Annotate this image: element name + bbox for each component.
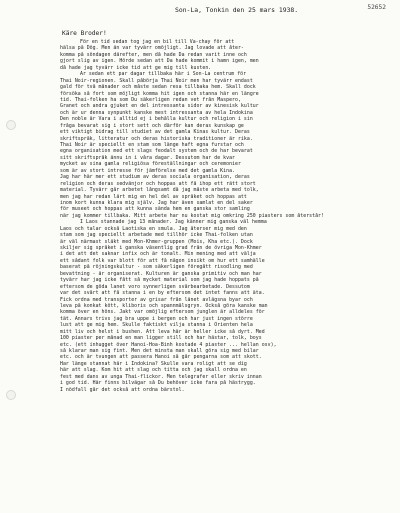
document-number: 52652 [367,4,386,11]
letter-line: Har länge stannat här i Indokina? Skulle vara roligt att se dig [60,360,247,367]
letter-body [60,39,395,393]
letter-line: lust att ge mig hem. Skulle faktiskt vilja stanna i Orienten hela [60,322,253,329]
letter-line: egna organisation med ett slags feodalt system och de har bevarat [60,148,253,155]
letter-line: fest med dans av unga Thai-flickor. Men telegrafer eller skriv innan [60,373,262,380]
letter-line: ett sådant folk var blott för att få någon insikt om hur ett samhälle [60,257,265,264]
letter-line: bevattning - är organiserat. Kulturen är ganska primitiv och man har [60,270,262,277]
punch-hole [6,390,16,400]
letter-line: här att slag. Kom hit att slag och titta och jag skall ordna en [60,367,247,374]
letter-line: Jag har här mer ett studium av deras sociala organisation, deras [60,174,250,181]
letter-line: skiljer sig språket i ganska väsentlig grad från de övriga Mon-Khmer [60,245,262,251]
letter-line: som är av stort intresse för jämförelse med det gamla Kina. [60,167,236,174]
letter-line: För en tid sedan tog jag en bil till Va-chay för att [80,39,235,45]
letter-line: I nödfall går det också att ordna bärstol. [60,386,185,393]
letter-line: etc. och är tvungen att passera Hanoi så går pengarna som att skott. [60,354,262,361]
letter-line: när jag kommer tillbaka. Mitt arbete har nu kostat mig omkring 250 piasters som återstår! [60,212,324,219]
letter-line: tid. Thai-folken ha som Du säkerligen redan vet från Maspero, [60,96,241,103]
letter-line: hälsa på Dög. Men än var tyvärr omöjligt. Jag lovade att åter- [60,45,244,52]
punch-hole [6,120,16,130]
letter-line: men jag har redan lärt mig en hel del av språket och hoppas att [60,193,247,200]
letter-line: inom kort kunna klara mig själv. Jag har även samlat en del saker [60,199,253,206]
letter-line: tyvärr har jag icke fått så mycket material som jag hade hoppats på [60,277,259,284]
letter-line: tät. Annars trivs jag bra uppe i bergen och har just ingen större [60,315,253,322]
letter-line: gjort slig av igen. Hörde sedan att Da hade kommit i hamn igen, men [60,58,259,65]
letter-line: baserat på röjningskultur - som säkerligen föregått risodling med [60,264,253,271]
letter-line: försöka så fort som möjligt komma hit igen och stanna här en längre [60,90,259,97]
letter-line: Fick ordna med transporter av grisar från länet avlägsna byar och [60,296,253,303]
letter-line: är väl närmast släkt med Mon-Khmer-gruppen (Mois, Kha etc.). Dock [60,238,253,245]
letter-line: Thai Noir-regionen. Skall påbörja Thai Noir men har tyvärr endast [60,77,253,84]
letter-line: material. Tyvärr går arbetet långsamt då jag måste arbeta med tolk, [60,187,259,194]
letter-line: i god tid. Här finns bilvägar så Du behöver icke fara på hästrygg. [60,380,256,387]
letter-line: Granet och andra gjuket en del intressanta sidor av kinesisk kultur [60,103,259,110]
letter-line: sitt skriftspråk ännu in i våra dagar. Dessutom har de kvar [60,154,236,161]
letter-line: skriftspråk, litteratur och deras historiska traditioner är rika. [60,135,253,142]
letter-line: då hade jag tyvärr icke tid att ge mig till kusten. [60,64,212,71]
letter-line: komma på söndagen därefter, men då hade Da redan varit inne och [60,51,247,58]
letter-line: och är ur denna synpunkt kanske mest intressanta av hela Indokina [60,109,253,116]
letter-line: i det att det saknar infix och är tonalt. Min mening med att välja [60,251,256,258]
letter-line: mitt liv och helst i bushen. Att leva här är heller icke så dyrt. Med [60,328,265,335]
letter-line: mycket av sina gamla religiösa föreställningar och ceremonier [60,161,241,168]
letter-line: Är sedan ett par dagar tillbaka här i Son-La centrum för [80,71,247,78]
letter-line: religion och deras sedvänjor och hoppas att få ihop ett rätt stort [60,180,256,187]
letter-line: fråga bevarat sig i stort sett och därför kan deras kunskap ge [60,122,244,129]
letter-line: Den noble är Vara i alltid ej i behålla kultur och religion i sin [60,116,253,123]
letter-line: så klarar man sig fint. Men det minsta man skall göra sig med bilar [60,348,259,354]
letter-line: komma över en höns. Jakt var omöjlig eftersom junglen är alldeles för [60,309,265,316]
letter-line: etc. (ett inhugget över Hanoi-Hoa-Binh kostade 4 piaster ... hellan osv), [60,341,277,348]
salutation: Käre Broder! [62,30,107,37]
letter-line: 100 piaster per månad en man ligger still och har hästar, tolk, boys [60,335,262,342]
letter-line: Thai Noir är speciellt en stam som länge haft egna furstar och [60,142,244,148]
letter-line: var det svårt att få stanna i en by eftersom det intet fanns att äta. [60,290,265,297]
letter-line: stam som jag speciellt arbetade med tillhör icke Thai-folken utan [60,232,253,239]
letter-line: för museet och hoppas att kunna sända hem en ganska stor samling [60,206,250,213]
letter-line: I Laos stannade jag 13 månader. Jag känner mig ganska väl hemma [80,219,267,226]
letter-line: leva på konkat kött, kliboris och spannmålsgryn. Också göra kanske man [60,302,268,309]
letter-line: ett viktigt bidrag till studiet av det gamla Kinas kultur. Deras [60,129,250,136]
letter-line: gald för två månader och måste sedan resa tillbaka hem. Skall dock [60,84,256,91]
letter-line: eftersom de göda lanet voro synnerligen svårbearbetade. Dessutom [60,283,250,290]
letter-line: Laos och talar också Laotiska en smula. Jag återser mig med den [60,225,247,232]
place-date: Son-La, Tonkin den 25 mars 1938. [175,6,299,14]
